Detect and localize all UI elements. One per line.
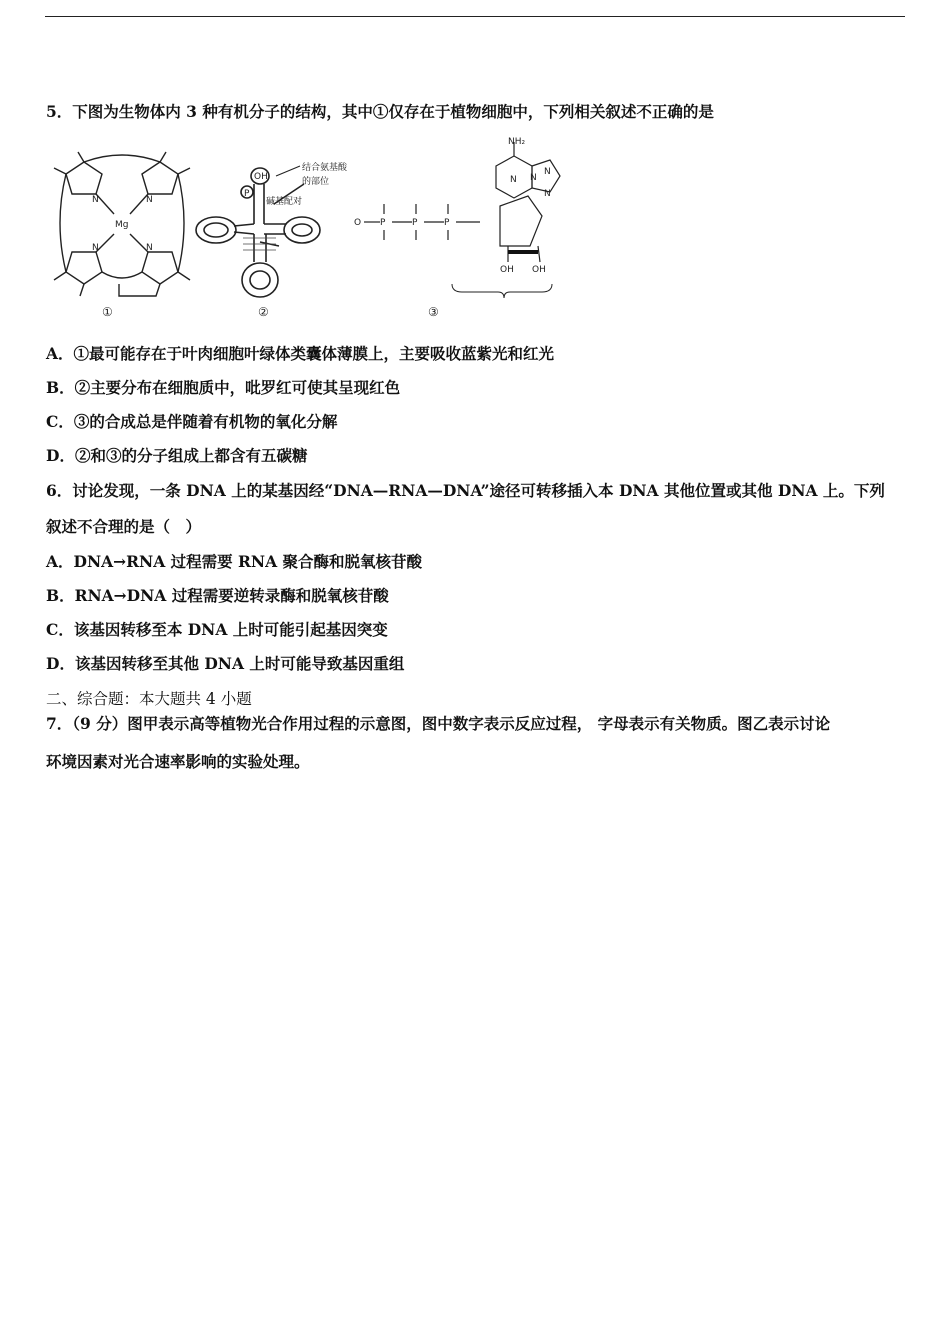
top-rule xyxy=(45,16,905,17)
mol2-annotation-3: 碱基配对 xyxy=(266,197,303,207)
mol1-atom-n1: N xyxy=(92,195,99,205)
svg-text:P: P xyxy=(412,218,418,228)
mol3-atom-n1: N xyxy=(510,175,517,185)
label-1: ① xyxy=(102,305,113,319)
molecule-3-atp xyxy=(364,142,560,262)
q6-option-c: C．该基因转移至本 DNA 上时可能引起基因突变 xyxy=(46,620,388,639)
mol3-atom-n2: N xyxy=(530,173,537,183)
molecule-2-trna xyxy=(196,168,320,297)
mol3-oh-left: OH xyxy=(500,265,514,275)
q5-stem: 5．下图为生物体内 3 种有机分子的结构，其中①仅存在于植物细胞中，下列相关叙述不正确的是 xyxy=(46,102,714,121)
q7-stem-line2: 环境因素对光合速率影响的实验处理。 xyxy=(46,752,310,771)
section-heading: 二、综合题：本大题共 4 小题 xyxy=(46,690,252,708)
q5-option-d: D．②和③的分子组成上都含有五碳糖 xyxy=(46,446,308,465)
mol2-oh: OH xyxy=(254,172,268,182)
mol1-atom-n2: N xyxy=(146,195,153,205)
mol3-atom-n4: N xyxy=(544,189,551,199)
mol1-atom-n3: N xyxy=(92,243,99,253)
mol1-atom-n4: N xyxy=(146,243,153,253)
mol3-nh2: NH₂ xyxy=(508,137,526,147)
mol2-annotation-2: 的部位 xyxy=(302,177,330,187)
svg-text:P: P xyxy=(380,218,386,228)
mol1-center-mg: Mg xyxy=(115,220,129,230)
label-3: ③ xyxy=(428,305,439,319)
svg-text:O: O xyxy=(354,218,362,228)
mol3-oh-right: OH xyxy=(532,265,546,275)
mol3-brace xyxy=(452,284,552,298)
mol2-annotation-1: 结合氨基酸 xyxy=(302,163,348,173)
q6-stem-line2: 叙述不合理的是（ ） xyxy=(46,517,202,536)
label-2: ② xyxy=(258,305,269,319)
mol3-atom-n3: N xyxy=(544,167,551,177)
q6-option-a: A．DNA→RNA 过程需要 RNA 聚合酶和脱氧核苷酸 xyxy=(46,552,422,571)
q5-figure xyxy=(44,134,564,324)
q6-option-d: D．该基因转移至其他 DNA 上时可能导致基因重组 xyxy=(46,654,405,673)
q5-option-c: C．③的合成总是伴随着有机物的氧化分解 xyxy=(46,412,338,431)
molecule-structures xyxy=(44,134,564,324)
q5-option-b: B．②主要分布在细胞质中，吡罗红可使其呈现红色 xyxy=(46,378,401,397)
q7-stem-line1: 7．（9 分）图甲表示高等植物光合作用过程的示意图，图中数字表示反应过程， 字母表示有关物质。图乙表示讨论 xyxy=(46,714,831,733)
q5-option-a: A．①最可能存在于叶肉细胞叶绿体类囊体薄膜上，主要吸收蓝紫光和红光 xyxy=(46,344,555,363)
q6-option-b: B．RNA→DNA 过程需要逆转录酶和脱氧核苷酸 xyxy=(46,586,389,605)
mol2-p: P xyxy=(244,189,250,199)
q6-stem-line1: 6．讨论发现，一条 DNA 上的某基因经“DNA—RNA—DNA”途径可转移插入本 DNA 其他位置或其他 DNA 上。下列 xyxy=(46,481,885,500)
svg-text:P: P xyxy=(444,218,450,228)
